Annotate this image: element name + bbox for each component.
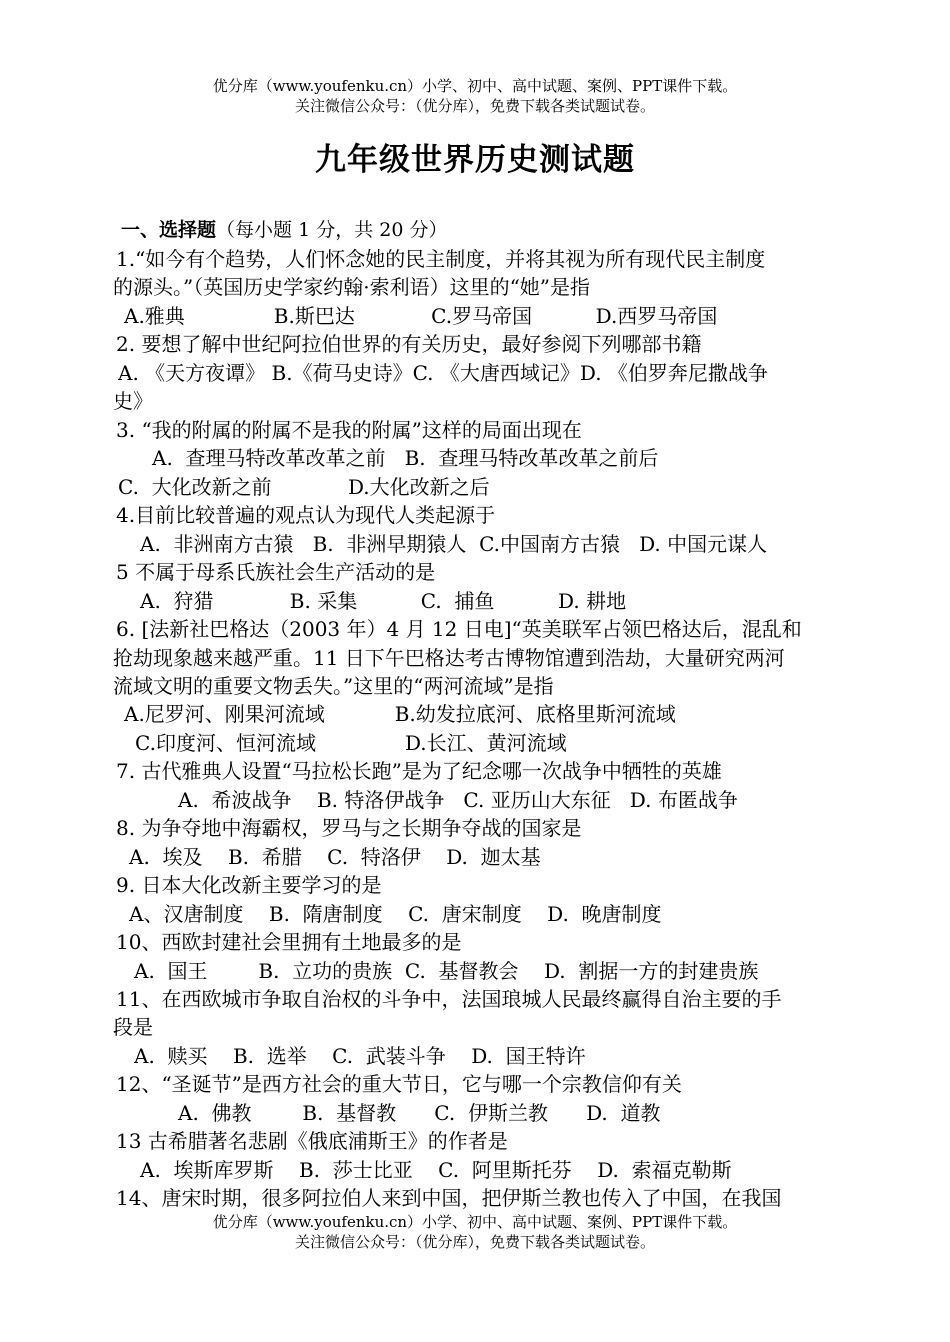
question-line: 4.目前比较普遍的观点认为现代人类起源于 — [116, 503, 496, 527]
page-header — [0, 76, 950, 116]
option-line: 史》 — [113, 389, 153, 413]
page-footer — [0, 1212, 950, 1252]
question-line: 7. 古代雅典人设置“马拉松长跑”是为了纪念哪一次战争中牺牲的英雄 — [116, 759, 722, 783]
question-line: 12、“圣诞节”是西方社会的重大节日，它与哪一个宗教信仰有关 — [116, 1072, 682, 1096]
option-line: C. 大化改新之前 D.大化改新之后 — [118, 475, 490, 499]
footer-line-2: 关注微信公众号：（优分库），免费下载各类试题试卷。 — [294, 1233, 655, 1251]
section-number: 一、 — [121, 219, 160, 241]
question-line: 5 不属于母系氏族社会生产活动的是 — [116, 560, 436, 584]
question-line: 13 古希腊著名悲剧《俄底浦斯王》的作者是 — [116, 1129, 508, 1153]
section-note: （每小题 1 分，共 20 分） — [216, 219, 448, 241]
footer-line-1: 优分库（www.youfenku.cn）小学、初中、高中试题、案例、PPT课件下载。 — [212, 1213, 738, 1231]
question-line: 2. 要想了解中世纪阿拉伯世界的有关历史，最好参阅下列哪部书籍 — [116, 332, 702, 356]
page-title: 九年级世界历史测试题 — [315, 142, 635, 178]
question-line: 流域文明的重要文物丢失。”这里的“两河流域”是指 — [113, 674, 554, 698]
option-line: A、汉唐制度 B. 隋唐制度 C. 唐宋制度 D. 晚唐制度 — [129, 902, 662, 926]
question-line: 段是 — [113, 1015, 153, 1039]
option-line: A. 埃及 B. 希腊 C. 特洛伊 D. 迦太基 — [129, 845, 541, 869]
option-line: A.尼罗河、刚果河流域 B.幼发拉底河、底格里斯河流域 — [124, 702, 676, 726]
option-line: A. 《天方夜谭》 B.《荷马史诗》C. 《大唐西域记》D. 《伯罗奔尼撒战争 — [118, 361, 768, 385]
header-line-2: 关注微信公众号：（优分库），免费下载各类试题试卷。 — [294, 97, 655, 115]
option-line: A. 狩猎 B. 采集 C. 捕鱼 D. 耕地 — [140, 589, 627, 613]
question-line: 抢劫现象越来越严重。11 日下午巴格达考古博物馆遭到浩劫，大量研究两河 — [113, 646, 785, 670]
section-name: 选择题 — [159, 219, 217, 241]
header-line-1: 优分库（www.youfenku.cn）小学、初中、高中试题、案例、PPT课件下载。 — [212, 77, 738, 95]
question-line: 11、在西欧城市争取自治权的斗争中，法国琅城人民最终赢得自治主要的手 — [116, 987, 782, 1011]
option-line: A. 希波战争 B. 特洛伊战争 C. 亚历山大东征 D. 布匿战争 — [178, 788, 738, 812]
option-line: C.印度河、恒河流域 D.长江、黄河流域 — [135, 731, 567, 755]
question-line: 8. 为争夺地中海霸权，罗马与之长期争夺战的国家是 — [116, 816, 582, 840]
question-line: 3. “我的附属的附属不是我的附属”这样的局面出现在 — [116, 418, 582, 442]
option-line: A. 国王 B. 立功的贵族 C. 基督教会 D. 割据一方的封建贵族 — [134, 959, 759, 983]
option-line: A. 埃斯库罗斯 B. 莎士比亚 C. 阿里斯托芬 D. 索福克勒斯 — [140, 1158, 732, 1182]
option-line: A. 非洲南方古猿 B. 非洲早期猿人 C.中国南方古猿 D. 中国元谋人 — [140, 532, 768, 556]
question-line: 6. [法新社巴格达（2003 年）4 月 12 日电]“英美联军占领巴格达后，混乱和 — [116, 617, 802, 641]
question-line: 9. 日本大化改新主要学习的是 — [116, 873, 382, 897]
option-line: A.雅典 B.斯巴达 C.罗马帝国 D.西罗马帝国 — [124, 304, 718, 328]
question-line: 14、唐宋时期，很多阿拉伯人来到中国，把伊斯兰教也传入了中国，在我国 — [116, 1186, 782, 1210]
question-line: 10、西欧封建社会里拥有土地最多的是 — [116, 930, 462, 954]
option-line: A. 查理马特改革改革之前 B. 查理马特改革改革之前后 — [152, 446, 659, 470]
option-line: A. 佛教 B. 基督教 C. 伊斯兰教 D. 道教 — [178, 1101, 661, 1125]
question-line: 的源头。”（英国历史学家约翰·索利语）这里的“她”是指 — [113, 275, 591, 299]
section-heading — [121, 216, 447, 244]
question-line: 1.“如今有个趋势，人们怀念她的民主制度，并将其视为所有现代民主制度 — [116, 247, 766, 271]
option-line: A. 赎买 B. 选举 C. 武装斗争 D. 国王特许 — [134, 1044, 586, 1068]
